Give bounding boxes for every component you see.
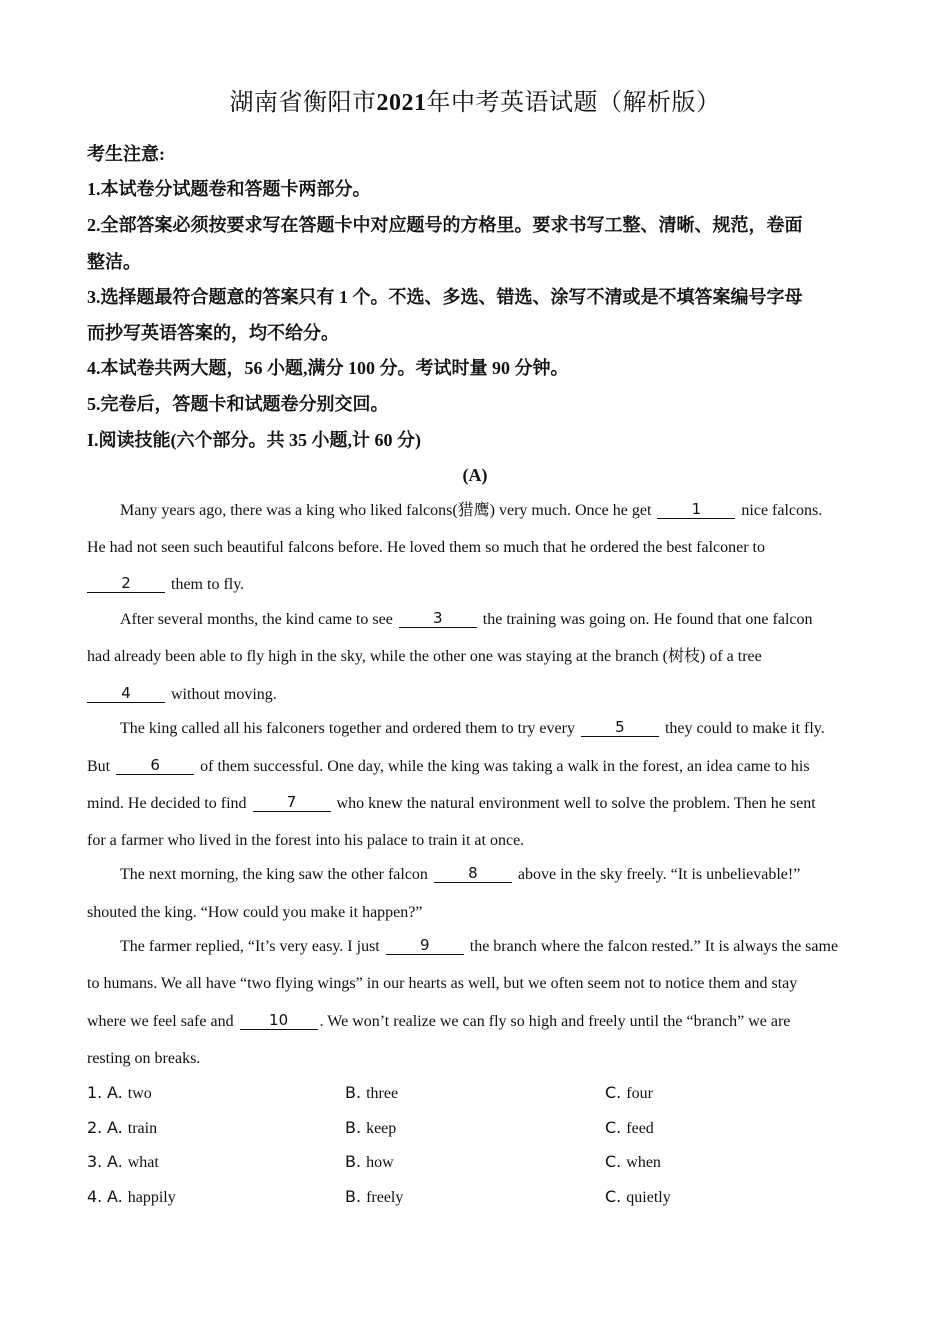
notice-heading: 考生注意: (87, 144, 165, 164)
blank-6: 6 (116, 756, 194, 775)
notice-item: 1.本试卷分试题卷和答题卡两部分。 (87, 179, 371, 199)
option-b[interactable]: B. freely (345, 1187, 404, 1206)
notice-item: 4.本试卷共两大题，56 小题,满分 100 分。考试时量 90 分钟。 (87, 358, 569, 378)
notice-item: 2.全部答案必须按要求写在答题卡中对应题号的方格里。要求书写工整、清晰、规范，卷面 (87, 215, 803, 235)
notice-item: 整洁。 (87, 252, 141, 272)
blank-7: 7 (253, 793, 331, 812)
passage-line: resting on breaks. (87, 1050, 201, 1067)
passage-line: Many years ago, there was a king who liked falcons(猎鹰) very much. Once he get 1 nice falcons. (120, 500, 823, 519)
question-row (87, 1182, 887, 1212)
passage-line: But 6 of them successful. One day, while the king was taking a walk in the forest, an idea came to his (87, 756, 810, 775)
notice-item: 而抄写英语答案的，均不给分。 (87, 323, 339, 343)
passage-line: 4 without moving. (87, 680, 277, 710)
title-prefix: 湖南省衡阳市 (229, 90, 377, 116)
blank-10: 10 (240, 1011, 318, 1030)
page-title (0, 86, 950, 120)
notice-item: 5.完卷后，答题卡和试题卷分别交回。 (87, 394, 389, 414)
option-b[interactable]: B. three (345, 1083, 399, 1102)
question-number: 3. (87, 1152, 103, 1171)
passage-line: where we feel safe and 10 . We won’t realize we can fly so high and freely until the “branch” we are (87, 1011, 791, 1030)
option-c[interactable]: C. feed (605, 1118, 654, 1137)
passage-line: After several months, the kind came to see 3 the training was going on. He found that one falcon (120, 609, 813, 628)
option-c[interactable]: C. quietly (605, 1187, 671, 1206)
blank-5: 5 (581, 718, 659, 737)
part-label: (A) (462, 465, 488, 485)
passage-line: He had not seen such beautiful falcons before. He loved them so much that he ordered the best falconer to (87, 539, 765, 556)
blank-2: 2 (87, 574, 165, 593)
passage-line: shouted the king. “How could you make it happen?” (87, 904, 423, 921)
blank-3: 3 (399, 609, 477, 628)
option-a[interactable]: A. train (107, 1118, 158, 1137)
blank-8: 8 (434, 864, 512, 883)
option-a[interactable]: A. two (107, 1083, 152, 1102)
title-suffix: 年中考英语试题（解析版） (426, 90, 721, 116)
option-a[interactable]: A. what (107, 1152, 159, 1171)
question-number: 4. (87, 1187, 103, 1206)
passage-line: for a farmer who lived in the forest into his palace to train it at once. (87, 832, 525, 849)
passage-line: 2 them to fly. (87, 570, 244, 600)
option-c[interactable]: C. four (605, 1083, 653, 1102)
question-row (87, 1147, 887, 1177)
blank-4: 4 (87, 684, 165, 703)
blank-9: 9 (386, 936, 464, 955)
passage-line: mind. He decided to find 7 who knew the natural environment well to solve the problem. Then he sent (87, 793, 816, 812)
passage-line: had already been able to fly high in the sky, while the other one was staying at the branch (树枝) of a tree (87, 648, 762, 665)
question-number: 2. (87, 1118, 103, 1137)
option-b[interactable]: B. how (345, 1152, 394, 1171)
section-heading: I.阅读技能(六个部分。共 35 小题,计 60 分) (87, 430, 421, 450)
passage-line: to humans. We all have “two flying wings” in our hearts as well, but we often seem not to notice them and stay (87, 975, 798, 992)
option-c[interactable]: C. when (605, 1152, 661, 1171)
passage-line: The next morning, the king saw the other falcon 8 above in the sky freely. “It is unbelievable!” (120, 864, 801, 883)
option-a[interactable]: A. happily (107, 1187, 176, 1206)
question-row (87, 1113, 887, 1143)
question-row (87, 1078, 887, 1108)
title-year: 2021 (376, 90, 427, 116)
question-number: 1. (87, 1083, 103, 1102)
passage-line: The farmer replied, “It’s very easy. I just 9 the branch where the falcon rested.” It is always the same (120, 936, 839, 955)
blank-1: 1 (657, 500, 735, 519)
notice-item: 3.选择题最符合题意的答案只有 1 个。不选、多选、错选、涂写不清或是不填答案编号字母 (87, 287, 803, 307)
option-b[interactable]: B. keep (345, 1118, 397, 1137)
passage-line: The king called all his falconers together and ordered them to try every 5 they could to make it fly. (120, 718, 825, 737)
